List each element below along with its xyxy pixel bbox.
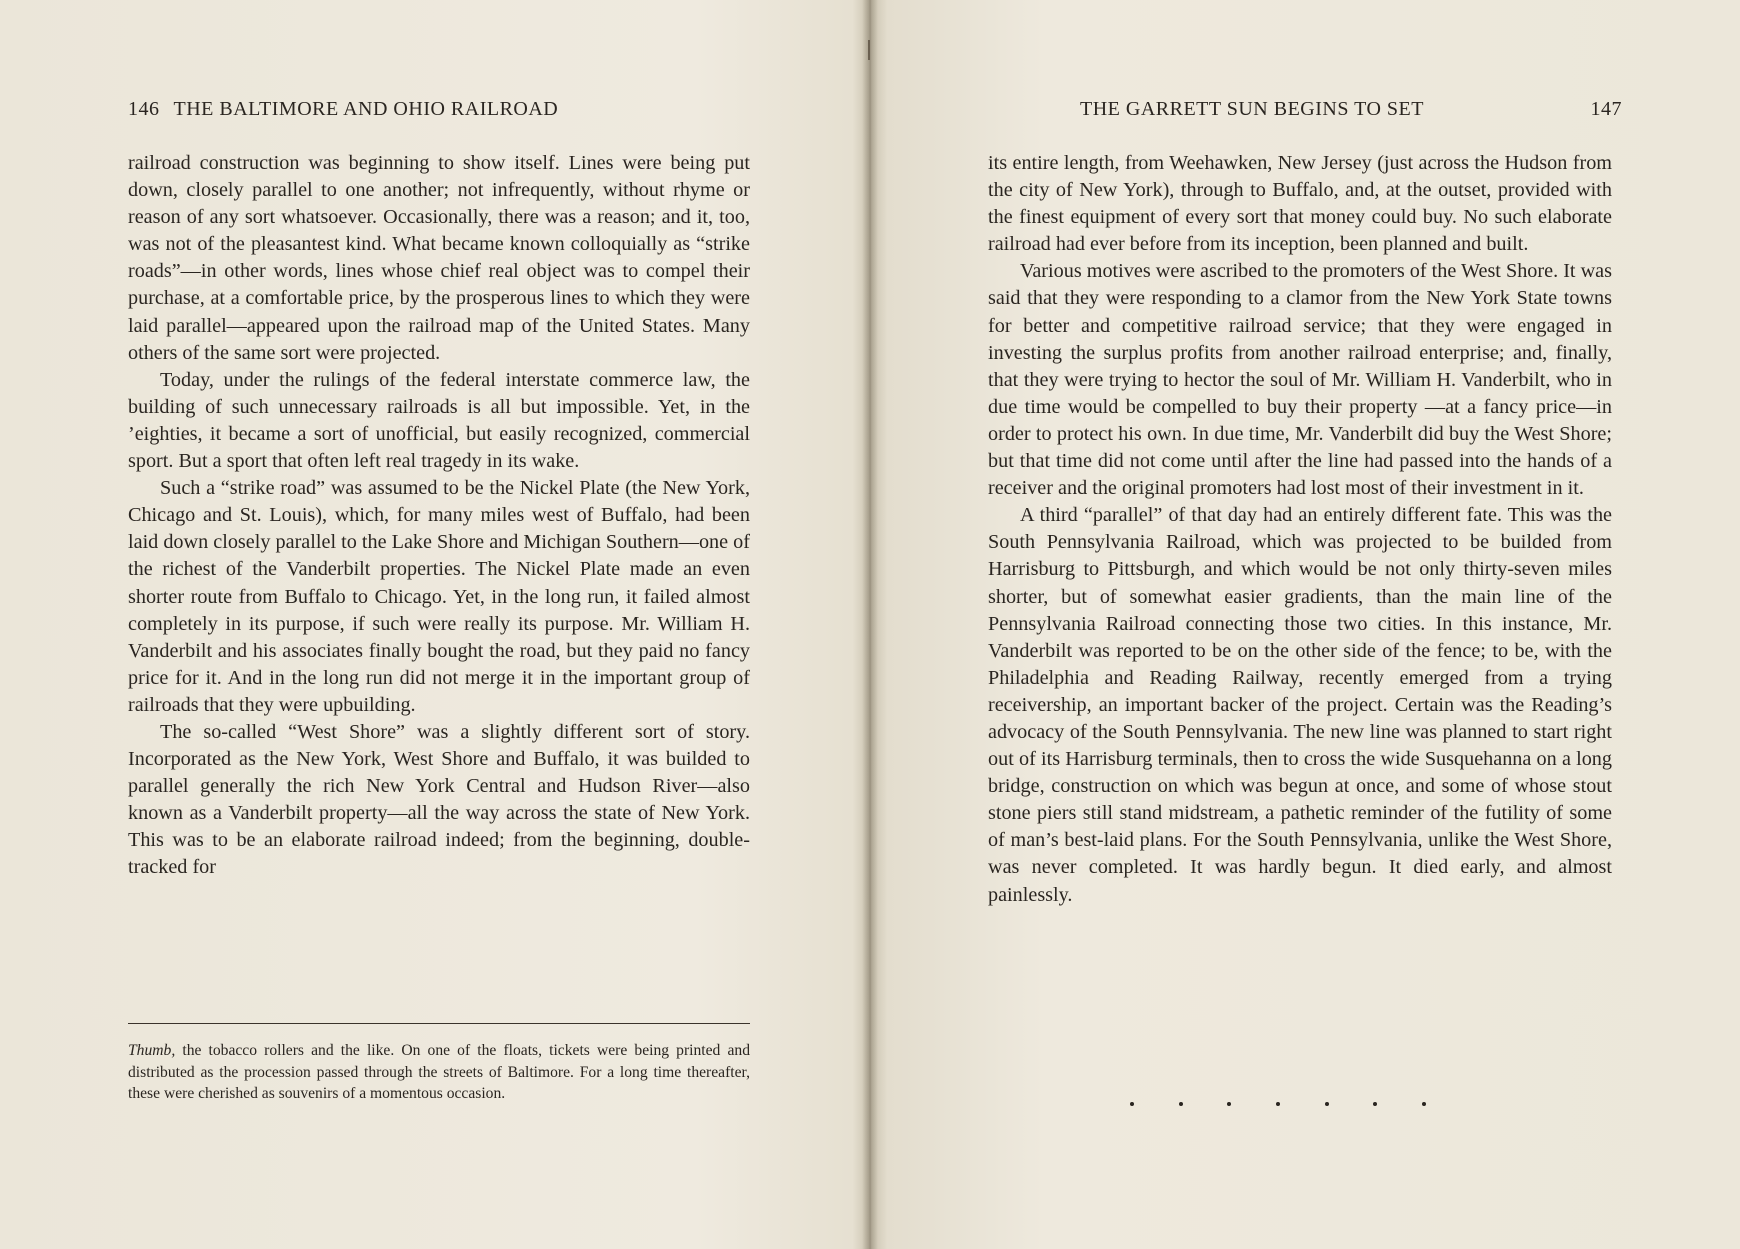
paragraph: its entire length, from Weehawken, New Jersey (just across the Hudson from the city of New York), through to Buffalo, and, at the outset, provided with the finest equipment of every sort that money could buy. No such elaborate railroad had ever before from its inception, been planned and built. (988, 152, 1612, 256)
dot (1227, 1102, 1231, 1106)
paragraph: Today, under the rulings of the federal interstate commerce law, the building of such unnecessary railroads is all but impossible. Yet, in the ’eighties, it became a sort of unofficial, but easily recognized, commercial sport. But a sport that often left real tragedy in its wake. (128, 368, 750, 473)
footnote-text: the tobacco rollers and the like. On one of the floats, tickets were being printed and distributed as the procession passed through the streets of Baltimore. For a long time thereafter, these were cherished as souvenirs of a momentous occasion. (128, 1042, 750, 1103)
dot (1325, 1102, 1329, 1106)
footnote-rule (128, 1023, 750, 1024)
right-page (878, 0, 1740, 1249)
book-gutter (862, 0, 878, 1249)
right-page-number: 147 (1590, 98, 1622, 120)
footnote-italic: Thumb, (128, 1042, 176, 1059)
left-running-title: THE BALTIMORE AND OHIO RAILROAD (173, 98, 559, 120)
right-body-text (988, 150, 1612, 909)
dot (1373, 1102, 1377, 1106)
binding-mark (868, 40, 870, 60)
left-running-head (128, 98, 682, 121)
paragraph: Such a “strike road” was assumed to be the Nickel Plate (the New York, Chicago and St. Louis), which, for many miles west of Buffalo, had been laid down closely parallel to the Lake Shore and Michigan Southern—one of the richest of the Vanderbilt properties. The Nickel Plate made an even shorter route from Buffalo to Chicago. Yet, in the long run, it failed almost completely in its purpose, if such were really its purpose. Mr. William H. Vanderbilt and his associates finally bought the road, but they paid no fancy price for it. And in the long run did not merge it in the important group of railroads that they were upbuilding. (128, 477, 750, 716)
right-running-head (1080, 98, 1622, 121)
dot (1276, 1102, 1280, 1106)
dot (1422, 1102, 1426, 1106)
paragraph: Various motives were ascribed to the promoters of the West Shore. It was said that they were responding to a clamor from the New York State towns for better and competitive railroad service; that they were engaged in investing the surplus profits from another railroad enterprise; and, finally, that they were trying to hector the soul of Mr. William H. Vanderbilt, who in due time would be compelled to buy their property —at a fancy price—in order to protect his own. In due time, Mr. Vanderbilt did buy the West Shore; but that time did not come until after the line had passed into the hands of a receiver and the original promoters had lost most of their investment in it. (988, 260, 1612, 500)
dot (1130, 1102, 1134, 1106)
paragraph: railroad construction was beginning to show itself. Lines were being put down, closely parallel to one another; not infrequently, without rhyme or reason of any sort whatsoever. Occasionally, there was a reason; and it, too, was not of the pleasantest kind. What became known colloquially as “strike roads”—in other words, lines whose chief real object was to compel their purchase, at a comfortable price, by the prosperous lines to which they were laid parallel—appeared upon the railroad map of the United States. Many others of the same sort were projected. (128, 152, 750, 364)
left-page-number: 146 (128, 98, 160, 120)
dot (1179, 1102, 1183, 1106)
right-running-title: THE GARRETT SUN BEGINS TO SET (1080, 98, 1424, 120)
paragraph: A third “parallel” of that day had an entirely different fate. This was the South Pennsylvania Railroad, which was projected to be builded from Harrisburg to Pittsburgh, and which would be not only thirty-seven miles shorter, but of somewhat easier gradients, than the main line of the Pennsylvania Railroad connecting those two cities. In this instance, Mr. Vanderbilt was reported to be on the other side of the fence; to be, with the Philadelphia and Reading Railway, recently emerged from a trying receivership, an important backer of the project. Certain was the Reading’s advocacy of the South Pennsylvania. The new line was planned to start right out of its Harrisburg terminals, then to cross the wide Susquehanna on a long bridge, construction on which was begun at once, and some of whose stout stone piers still stand midstream, a pathetic reminder of the futility of some of man’s best-laid plans. For the South Pennsylvania, unlike the West Shore, was never completed. It was hardly begun. It died early, and almost painlessly. (988, 504, 1612, 906)
section-break-dots (1078, 1102, 1478, 1106)
left-page (0, 0, 862, 1249)
paragraph: The so-called “West Shore” was a slightly different sort of story. Incorporated as the New York, West Shore and Buffalo, it was builded to parallel generally the rich New York Central and Hudson River—also known as a Vanderbilt property—all the way across the state of New York. This was to be an elaborate railroad indeed; from the beginning, double-tracked for (128, 720, 750, 879)
footnote (128, 1040, 750, 1105)
left-body-text (128, 150, 750, 882)
